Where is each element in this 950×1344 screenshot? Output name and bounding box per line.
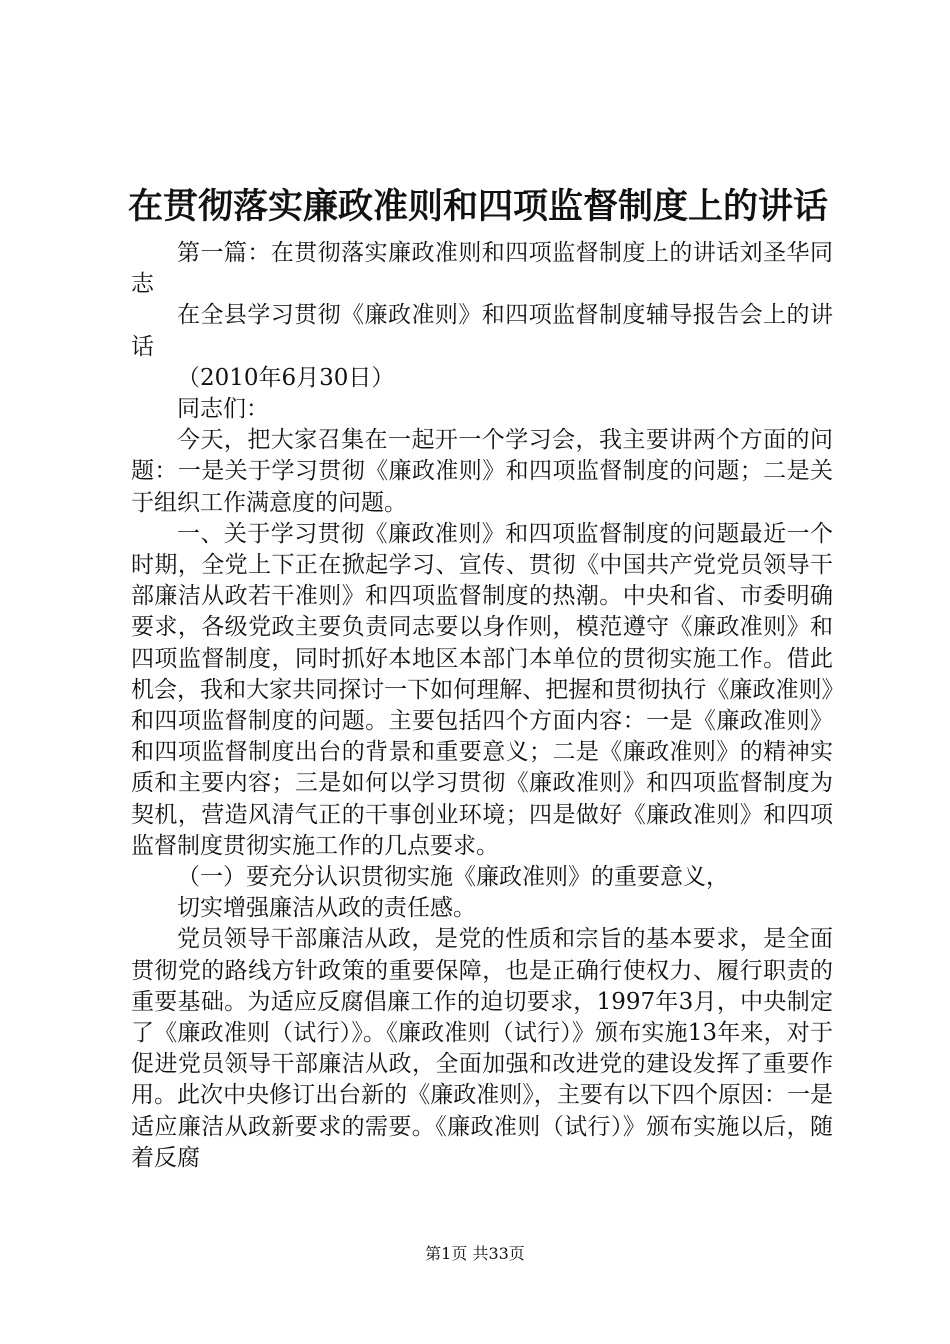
paragraph-subsection-heading-cont: 切实增强廉洁从政的责任感。 xyxy=(177,895,476,922)
paragraph-speech-title: 在全县学习贯彻《廉政准则》和四项监督制度辅导报告会上的讲话 xyxy=(131,302,833,360)
paragraph-section-one: 一、关于学习贯彻《廉政准则》和四项监督制度的问题最近一个时期，全党上下正在掀起学习、宣传、贯彻《中国共产党党员领导干部廉洁从政若干准则》和四项监督制度的热潮。中央和省、市委明确要求，各级党政主要负责同志要以身作则，模范遵守《廉政准则》和四项监督制度，同时抓好本地区本部门本单位的贯彻实施工作。借此机会，我和大家共同探讨一下如何理解、把握和贯彻执行《廉政准则》和四项监督制度的问题。主要包括四个方面内容：一是《廉政准则》和四项监督制度出台的背景和重要意义；二是《廉政准则》的精神实质和主要内容；三是如何以学习贯彻《廉政准则》和四项监督制度为契机，营造风清气正的干事创业环境；四是做好《廉政准则》和四项监督制度贯彻实施工作的几点要求。 xyxy=(131,520,833,859)
paragraph-subsection-heading: （一）要充分认识贯彻实施《廉政准则》的重要意义， xyxy=(177,864,729,891)
paragraph-chapter-heading: 第一篇：在贯彻落实廉政准则和四项监督制度上的讲话刘圣华同志 xyxy=(131,240,833,298)
document-body xyxy=(131,238,833,1174)
paragraph-body: 党员领导干部廉洁从政，是党的性质和宗旨的基本要求，是全面贯彻党的路线方针政策的重要保障，也是正确行使权力、履行职责的重要基础。为适应反腐倡廉工作的迫切要求，1997年3月，中央制定了《廉政准则（试行）》。《廉政准则（试行）》颁布实施13年来，对于促进党员领导干部廉洁从政，全面加强和改进党的建设发挥了重要作用。此次中央修订出台新的《廉政准则》，主要有以下四个原因：一是适应廉洁从政新要求的需要。《廉政准则（试行）》颁布实施以后，随着反腐 xyxy=(131,926,833,1171)
document-title: 在贯彻落实廉政准则和四项监督制度上的讲话 xyxy=(128,186,829,227)
paragraph-date: （2010年6月30日） xyxy=(177,364,395,391)
paragraph-intro: 今天，把大家召集在一起开一个学习会，我主要讲两个方面的问题：一是关于学习贯彻《廉政准则》和四项监督制度的问题；二是关于组织工作满意度的问题。 xyxy=(131,427,833,516)
paragraph-salutation: 同志们： xyxy=(177,396,269,423)
page-number-footer: 第1页 共33页 xyxy=(425,1244,525,1263)
